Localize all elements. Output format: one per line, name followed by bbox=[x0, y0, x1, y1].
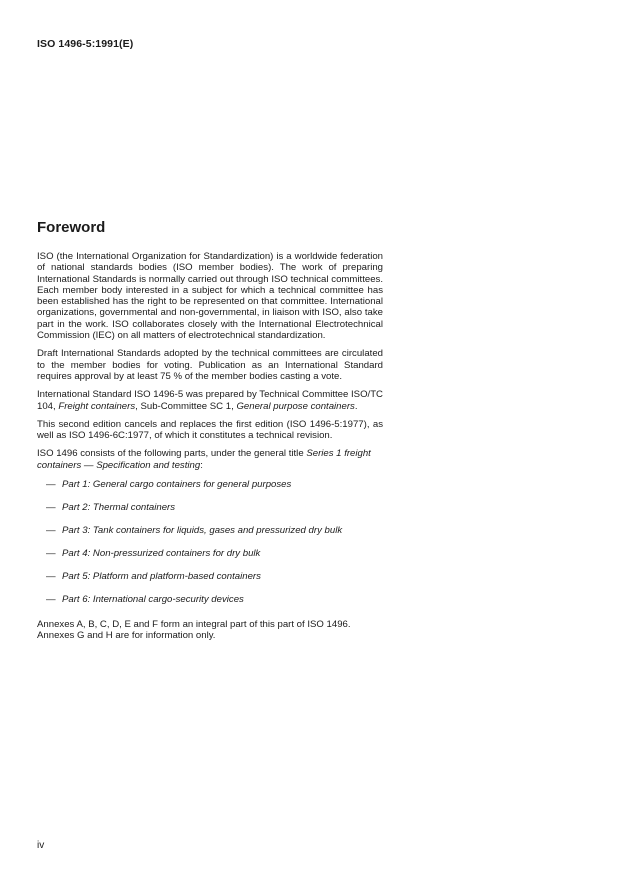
dash-bullet: — bbox=[46, 571, 56, 583]
page-title: Foreword bbox=[37, 219, 106, 236]
foreword-body bbox=[37, 251, 383, 649]
parts-list bbox=[37, 479, 383, 617]
list-item bbox=[37, 525, 383, 548]
list-item bbox=[37, 548, 383, 571]
paragraph-prepared-by bbox=[37, 389, 383, 412]
part-title: Part 2: Thermal containers bbox=[62, 502, 176, 514]
colon: : bbox=[200, 459, 203, 471]
subcommittee-text: , Sub-Committee SC 1, bbox=[135, 400, 237, 412]
dash-bullet: — bbox=[46, 548, 56, 560]
part-title: Part 1: General cargo containers for general purposes bbox=[62, 479, 292, 491]
paragraph-parts-intro bbox=[37, 448, 383, 471]
dash-bullet: — bbox=[46, 479, 56, 491]
document-header: ISO 1496-5:1991(E) bbox=[37, 38, 134, 50]
list-item bbox=[37, 594, 383, 617]
paragraph-draft-standards: Draft International Standards adopted by the technical committees are circulated to the member bodies for voting. Publication as an International Standard requires approval by at least 75 % of the member bodies casting a vote. bbox=[37, 348, 383, 382]
series-title: Series 1 freight containers — Specification and testing bbox=[37, 448, 371, 471]
paragraph-edition: This second edition cancels and replaces the first edition (ISO 1496-5:1977), as well as ISO 1496-6C:1977, of which it constitutes a technical revision. bbox=[37, 418, 383, 442]
paragraph-annexes: Annexes A, B, C, D, E and F form an integral part of this part of ISO 1496. Annexes G and H are for information only. bbox=[37, 619, 351, 642]
part-title: Part 5: Platform and platform-based containers bbox=[62, 571, 261, 583]
list-item bbox=[37, 479, 383, 502]
part-title: Part 4: Non-pressurized containers for dry bulk bbox=[62, 548, 261, 560]
dash-bullet: — bbox=[46, 502, 56, 514]
list-item bbox=[37, 502, 383, 525]
paragraph-iso-intro: ISO (the International Organization for Standardization) is a worldwide federation of national standards bodies (ISO member bodies). The work of preparing International Standards is normally carried out through ISO technical committees. Each member body interested in a subject for which a technical committee has been established has the right to be represented on that committee. International organizations, governmental and non-governmental, in liaison with ISO, also take part in the work. ISO collaborates closely with the International Electrotechnical Commission (IEC) on all matters of electrotechnical standardization. bbox=[37, 251, 383, 342]
parts-intro-text: ISO 1496 consists of the following parts, under the general title bbox=[37, 448, 307, 460]
part-title: Part 6: International cargo-security devices bbox=[62, 594, 244, 606]
list-item bbox=[37, 571, 383, 594]
prepared-by-text: International Standard ISO 1496-5 was prepared by Technical Committee ISO/TC 104, bbox=[37, 389, 383, 412]
dash-bullet: — bbox=[46, 525, 56, 537]
period: . bbox=[354, 400, 358, 412]
page-number: iv bbox=[37, 840, 45, 851]
committee-title: Freight containers bbox=[58, 400, 136, 412]
part-title: Part 3: Tank containers for liquids, gases and pressurized dry bulk bbox=[62, 525, 343, 537]
subcommittee-title: General purpose containers bbox=[236, 400, 355, 412]
dash-bullet: — bbox=[46, 594, 56, 606]
